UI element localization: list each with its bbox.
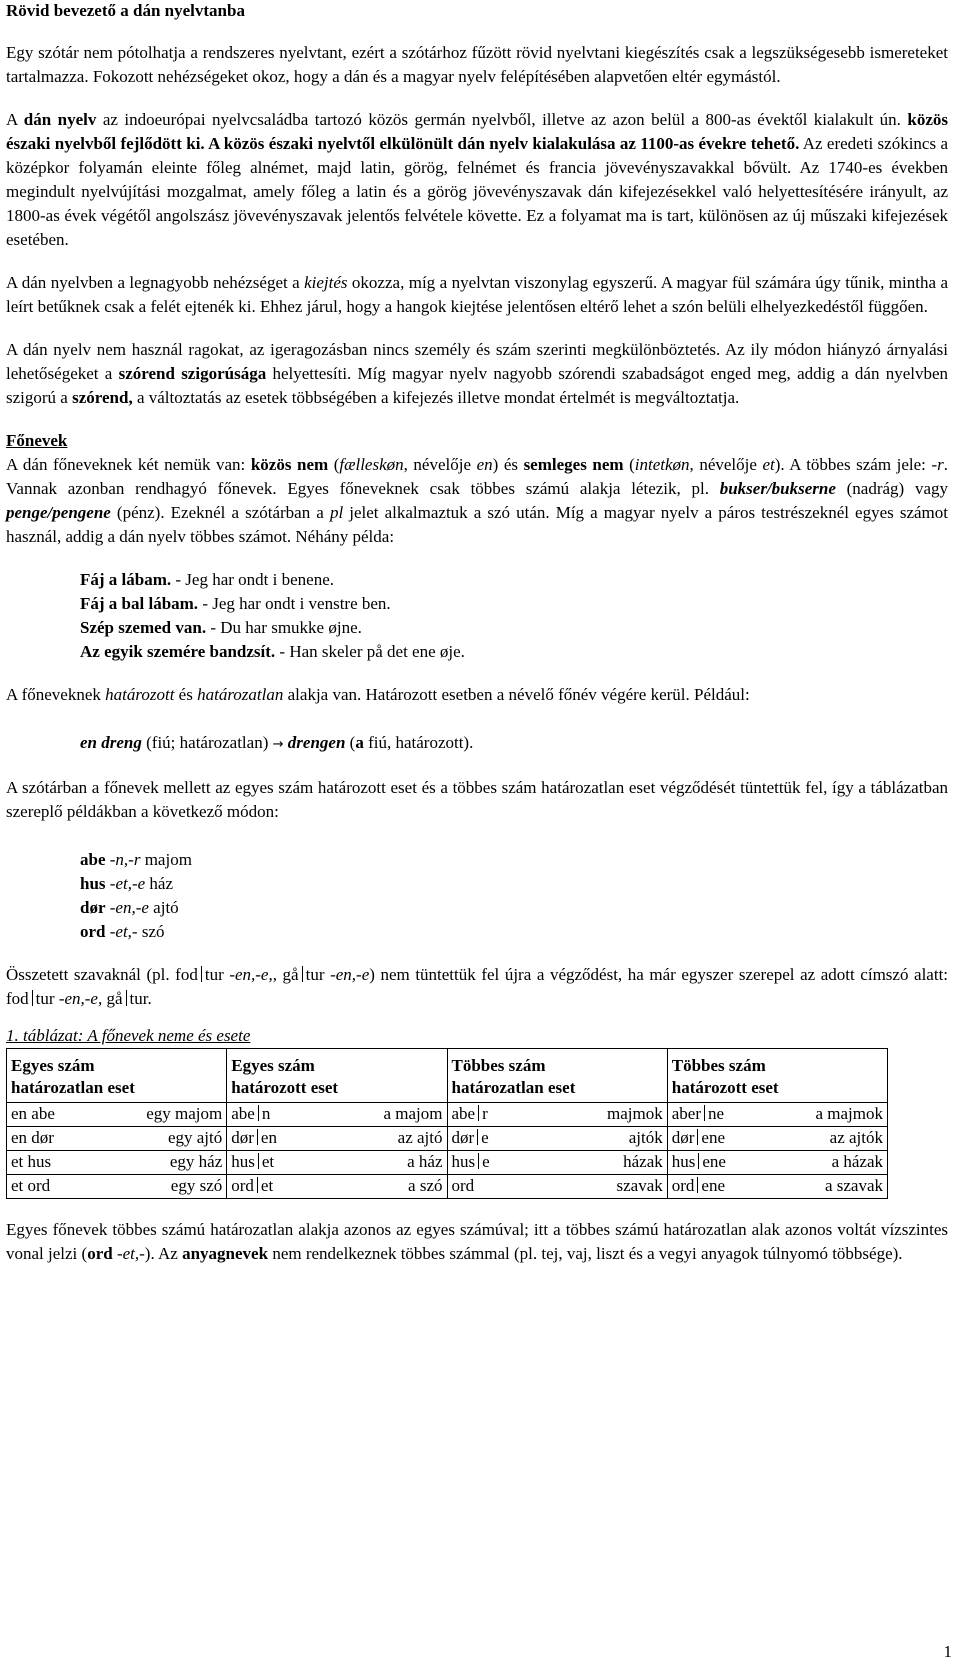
table-header-cell: Egyes szám határozott eset: [227, 1049, 447, 1103]
table-header-cell: Egyes szám határozatlan eset: [7, 1049, 227, 1103]
separator-line: [32, 990, 33, 1006]
nouns-heading: Főnevek: [6, 431, 68, 450]
table-cell: hus e házak: [447, 1151, 667, 1175]
separator-line: [126, 990, 127, 1006]
table-cell: en abe egy majom: [7, 1103, 227, 1127]
table-cell: ord szavak: [447, 1175, 667, 1199]
pronunciation-paragraph: A dán nyelvben a legnagyobb nehézséget a kiejtés okozza, míg a nyelvtan viszonylag egyszerű. A magyar fül számára úgy tűnik, mintha a leírt betűknek csak a felét ejtenék ki. Ehhez járul, hogy a hangok kiejtése jelentősen eltérő lehet a szón belüli elhelyezkedéstől függően.: [6, 273, 948, 316]
compound-words-paragraph: Összetett szavaknál (pl. fod tur -en,-e,, gå tur -en,-e) nem tüntettük fel újra a végződést, ha már egyszer szerepel az adott címszó alatt: fod tur -en,-e, gå tur.: [6, 965, 949, 1008]
table-cell: hus ene a házak: [667, 1151, 887, 1175]
table-row: [7, 1175, 888, 1199]
noun-case-table: [6, 1048, 888, 1199]
table-cell: et hus egy ház: [7, 1151, 227, 1175]
dict-entry: dør -en,-e ajtó: [80, 898, 179, 917]
dictionary-format-paragraph: A szótárban a főnevek mellett az egyes szám határozott eset és a többes szám határozatlan eset végződését tüntettük fel, így a táblázatban szereplő példákban a következő módon:: [6, 778, 948, 821]
example-line: Az egyik szemére bandzsít. - Han skeler på det ene øje.: [80, 642, 465, 661]
table-row: [7, 1151, 888, 1175]
dict-entry: ord -et,- szó: [80, 922, 165, 941]
danish-language-paragraph: A dán nyelv az indoeurópai nyelvcsaládba tartozó közös germán nyelvből, illetve az azon belül a 800-as évektől kialakult ún. közös északi nyelvből fejlődött ki. A közös északi nyelvtől elkülönült dán nyelv kialakulása az 1100-as évekre tehető. Az eredeti szókincs a középkor folyamán eleinte főleg alnémet, majd latin, görög, felnémet és francia jövevényszavakkal bővült. Az 1740-es években megindult nyelvújítási mozgalmat, amely főleg a latin és a görög jövevényszavak dán kifejezésekkel való helyettesítésére irányult, az 1800-as évek végétől angolszász jövevényszavak jelentős felvétele követte. Ez a folyamat ma is tart, különösen az új műszaki kifejezések esetében.: [6, 110, 948, 249]
example-line: Fáj a lábam. - Jeg har ondt i benene.: [80, 570, 335, 589]
plural-note-paragraph: Egyes főnevek többes számú határozatlan alakja azonos az egyes számúval; itt a többes számú határozatlan alak azonos voltát vízszintes vonal jelzi (ord -et,-). Az anyagnevek nem rendelkeznek többes számmal (pl. tej, vaj, liszt és a vegyi anyagok túlnyomó többsége).: [6, 1220, 948, 1263]
example-line: Szép szemed van. - Du har smukke øjne.: [80, 618, 362, 637]
document-page: [6, 0, 948, 1266]
separator-line: [302, 966, 303, 982]
definite-example: en dreng (fiú; határozatlan) → drengen (a fiú, határozott).: [80, 733, 474, 752]
intro-paragraph: Egy szótár nem pótolhatja a rendszeres nyelvtant, ezért a szótárhoz fűzött rövid nyelvtani kiegészítés csak a legszükségesebb ismereteket tartalmazza. Fokozott nehézségeket okoz, hogy a dán és a magyar nyelv felépítésében alapvetően eltér egymástól.: [6, 43, 948, 86]
dictionary-entry-examples: [80, 848, 948, 944]
table-cell: ord et a szó: [227, 1175, 447, 1199]
definite-form-paragraph: A főneveknek határozott és határozatlan alakja van. Határozott esetben a névelő főnév végére kerül. Például:: [6, 685, 750, 704]
arrow-right-icon: →: [272, 737, 284, 752]
separator-line: [201, 966, 202, 982]
table-cell: et ord egy szó: [7, 1175, 227, 1199]
page-number: 1: [943, 1642, 952, 1661]
table-header-cell: Többes szám határozott eset: [667, 1049, 887, 1103]
table-cell: en dør egy ajtó: [7, 1127, 227, 1151]
table-header-cell: Többes szám határozatlan eset: [447, 1049, 667, 1103]
table-cell: dør ene az ajtók: [667, 1127, 887, 1151]
table-cell: aber ne a majmok: [667, 1103, 887, 1127]
table-caption: 1. táblázat: A főnevek neme és esete: [6, 1026, 251, 1045]
table-cell: ord ene a szavak: [667, 1175, 887, 1199]
body-part-examples: [80, 568, 948, 664]
table-row: [7, 1127, 888, 1151]
table-cell: abe r majmok: [447, 1103, 667, 1127]
nouns-gender-paragraph: A dán főneveknek két nemük van: közös nem (fælleskøn, névelője en) és semleges nem (intetkøn, névelője et). A többes szám jele: -r. Vannak azonban rendhagyó főnevek. Egyes főneveknek csak többes számú alakja létezik, pl. bukser/bukserne (nadrág) vagy penge/pengene (pénz). Ezeknél a szótárban a pl jelet alkalmaztuk a szó után. Míg a magyar nyelv a páros testrészeknél egyes számot használ, addig a dán nyelv többes számot. Néhány példa:: [6, 455, 948, 546]
word-order-paragraph: A dán nyelv nem használ ragokat, az igeragozásban nincs személy és szám szerinti megkülönböztetés. Az ily módon hiányzó árnyalási lehetőségeket a szórend szigorúsága helyettesíti. Míg magyar nyelv nagyobb szórendi szabadságot enged meg, addig a dán nyelvben szigorú a szórend, a változtatás az esetek többségében a kifejezés illetve mondat értelmét is megváltoztatja.: [6, 340, 949, 407]
table-header-row: [7, 1049, 888, 1103]
table-cell: abe n a majom: [227, 1103, 447, 1127]
dict-entry: hus -et,-e ház: [80, 874, 174, 893]
table-cell: hus et a ház: [227, 1151, 447, 1175]
table-cell: dør e ajtók: [447, 1127, 667, 1151]
table-row: [7, 1103, 888, 1127]
example-line: Fáj a bal lábam. - Jeg har ondt i venstre ben.: [80, 594, 391, 613]
table-cell: dør en az ajtó: [227, 1127, 447, 1151]
page-title: Rövid bevezető a dán nyelvtanba: [6, 1, 245, 20]
dict-entry: abe -n,-r majom: [80, 850, 192, 869]
